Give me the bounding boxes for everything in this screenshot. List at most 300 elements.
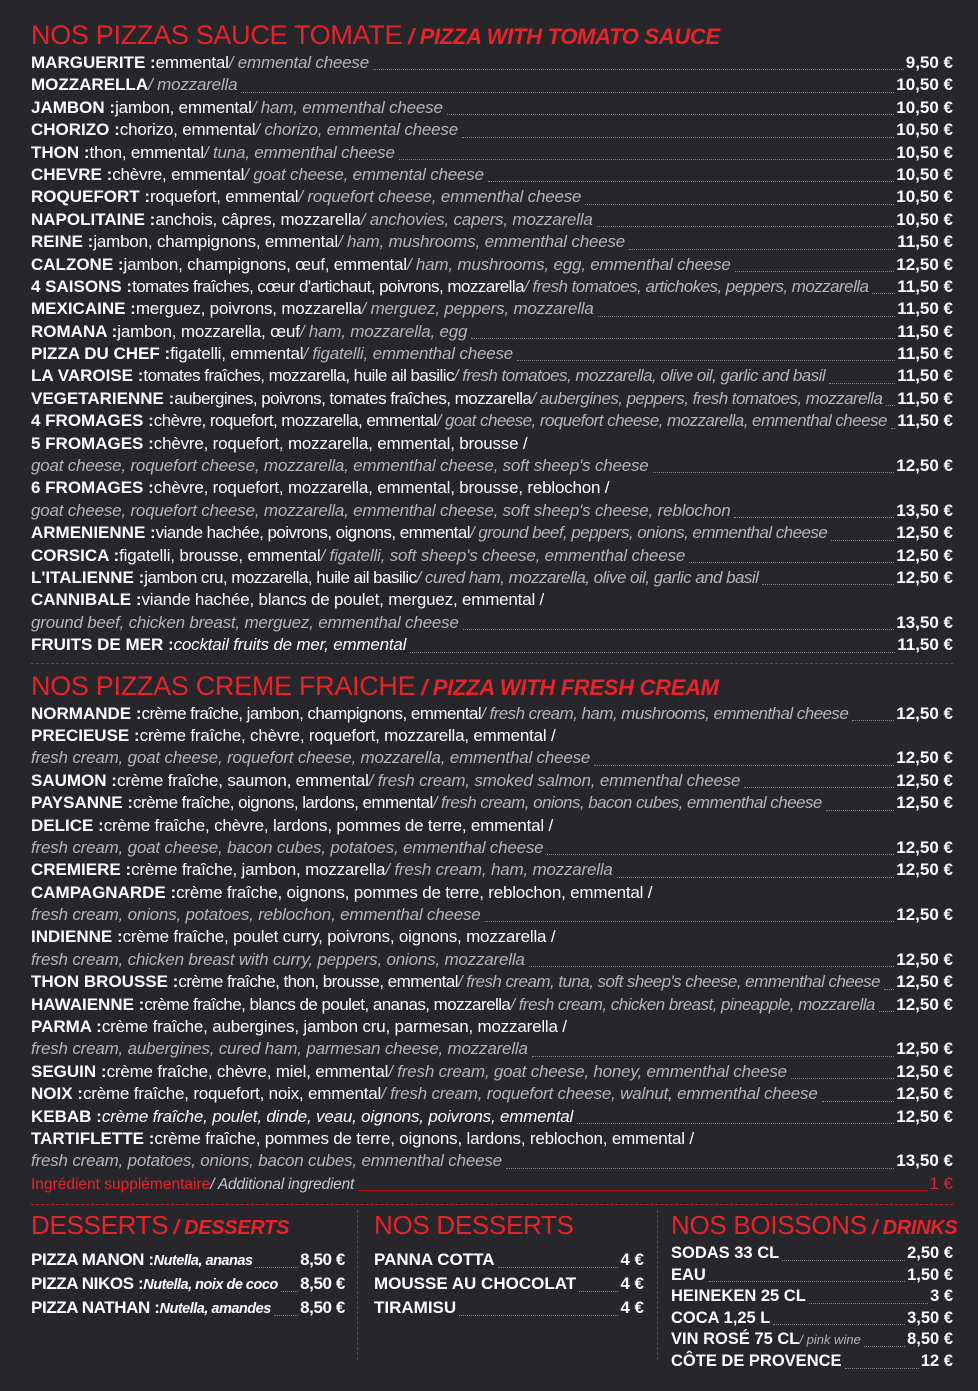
ingredients-fr: figatelli, brousse, emmental	[119, 545, 321, 565]
ingredients-en: / roquefort cheese, emmenthal cheese	[298, 187, 582, 207]
ingredients-fr: crème fraîche, roquefort, noix, emmental	[82, 1084, 382, 1104]
pizza-name: THON BROUSSE :	[31, 972, 179, 992]
leader-dots	[744, 782, 894, 788]
ingredients-fr: crème fraîche, chèvre, lardons, pommes de terre, emmental /	[103, 815, 554, 835]
ingredients-en: / fresh cream, ham, mushrooms, emmenthal cheese	[481, 703, 849, 723]
desserts-title-fr: DESSERTS	[31, 1210, 169, 1240]
ingredients-en: goat cheese, roquefort cheese, mozzarella, emmenthal cheese, soft sheep's cheese, reblochon	[31, 500, 731, 520]
menu-item-row	[374, 1248, 644, 1272]
ingredients-fr: crème fraîche, oignons, pommes de terre, reblochon, emmental /	[176, 882, 653, 902]
price: 11,50 €	[897, 276, 953, 296]
ingredients-en: / fresh cream, tuna, soft sheep's cheese, emmenthal cheese	[457, 972, 881, 992]
pizza-name: PIZZA DU CHEF :	[31, 344, 171, 364]
pizza-name: FRUITS DE MER :	[31, 635, 174, 655]
price: 12,50 €	[896, 1039, 953, 1059]
menu-item-row	[31, 254, 953, 276]
desserts-title	[31, 1208, 345, 1242]
menu-item-row	[31, 276, 953, 298]
menu-item-row	[31, 770, 953, 792]
price: 4 €	[620, 1250, 644, 1269]
price: 12,50 €	[896, 567, 953, 587]
leader-dots	[281, 1286, 298, 1292]
pizza-name: CALZONE :	[31, 254, 124, 274]
ingredients-en: / fresh tomatoes, mozzarella, olive oil, garlic and basil	[453, 366, 826, 386]
pizza-name: MARGUERITE :	[31, 53, 156, 72]
leader-dots	[773, 1319, 905, 1325]
drinks-title	[671, 1208, 958, 1242]
ingredients-en: / cured ham, mozzarella, olive oil, garlic and basil	[416, 567, 759, 587]
pizza-name: ROQUEFORT :	[31, 187, 150, 207]
price: 9,50 €	[905, 53, 953, 72]
price: 12,50 €	[896, 748, 953, 768]
pizza-name: TARTIFLETTE :	[31, 1128, 155, 1148]
menu-item-row	[31, 52, 953, 74]
price: 8,50 €	[907, 1330, 953, 1349]
price: 13,50 €	[896, 500, 953, 520]
menu-item-row	[31, 410, 953, 432]
leader-dots	[782, 1255, 905, 1261]
ingredients-fr: crème fraîche, jambon, mozzarella	[131, 860, 386, 880]
menu-item-row	[31, 343, 953, 365]
ingredients-en: / anchovies, capers, mozzarella	[360, 209, 593, 229]
pizza-name: PRECIEUSE :	[31, 725, 140, 745]
ingredients-en: fresh cream, onions, potatoes, reblochon, emmenthal cheese	[31, 905, 481, 925]
pizza-name: PARMA :	[31, 1017, 102, 1037]
ingredients-en: fresh cream, chicken breast with curry, peppers, onions, mozzarella	[31, 949, 525, 969]
price: 11,50 €	[897, 321, 953, 341]
nos-desserts-list	[374, 1248, 644, 1320]
menu-item-row	[31, 882, 953, 904]
leader-dots	[709, 1276, 905, 1282]
pizza-name: LA VAROISE :	[31, 366, 144, 386]
menu-item-row	[31, 634, 953, 656]
menu-item-row	[31, 926, 953, 948]
tomato-pizza-list	[31, 52, 953, 657]
ingredients-en: / ham, emmenthal cheese	[251, 97, 443, 117]
menu-item-row	[31, 164, 953, 186]
leader-dots	[829, 378, 895, 384]
pizza-name: L'ITALIENNE :	[31, 567, 145, 587]
ingredients-fr: chèvre, roquefort, mozzarella, emmental, brousse /	[153, 433, 528, 453]
ingredients-en: / fresh cream, onions, bacon cubes, emmenthal cheese	[432, 793, 822, 813]
menu-item-row	[31, 725, 953, 747]
pizza-name: ARMENIENNE :	[31, 523, 156, 543]
ingredients-fr: merguez, poivrons, mozzarella	[135, 299, 362, 319]
ingredients-fr: chèvre, emmental	[112, 164, 245, 184]
menu-main	[31, 18, 953, 1210]
ingredients-fr: aubergines, poivrons, tomates fraîches, mozzarella	[174, 388, 532, 408]
menu-item-row	[31, 703, 953, 725]
ingredients-en: fresh cream, goat cheese, bacon cubes, potatoes, emmenthal cheese	[31, 837, 544, 857]
menu-item-row	[31, 994, 953, 1016]
price: 11,50 €	[897, 411, 953, 431]
ingredients-en: / fresh cream, goat cheese, honey, emmenthal cheese	[388, 1061, 787, 1081]
pizza-name: CHORIZO :	[31, 120, 120, 140]
price: 12,50 €	[896, 456, 953, 476]
price: 12,50 €	[896, 994, 953, 1014]
ingredients-fr: thon, emmental	[89, 142, 204, 162]
item-name: COCA 1,25 L	[671, 1308, 771, 1327]
ingredients-en: / fresh cream, ham, mozzarella	[385, 860, 613, 880]
price: 10,50 €	[896, 75, 953, 95]
drinks-column	[671, 1208, 958, 1373]
leader-dots	[399, 154, 895, 160]
leader-dots	[762, 579, 894, 585]
menu-item-row	[671, 1286, 953, 1308]
price: 11,50 €	[897, 635, 953, 655]
price: 12,50 €	[896, 523, 953, 543]
menu-item-continuation	[31, 904, 953, 926]
leader-dots	[459, 1310, 618, 1316]
item-name: MOUSSE AU CHOCOLAT	[374, 1274, 577, 1293]
menu-item-row	[374, 1296, 644, 1320]
leader-dots	[488, 176, 894, 182]
tomato-title-fr: NOS PIZZAS SAUCE TOMATE	[31, 20, 403, 50]
menu-item-row	[31, 522, 953, 544]
menu-item-row	[31, 477, 953, 499]
menu-item-row	[31, 1106, 953, 1128]
leader-dots	[826, 805, 894, 811]
price: 12,50 €	[896, 254, 953, 274]
ingredients-fr: tomates fraîches, mozzarella, huile ail basilic	[143, 366, 454, 386]
menu-item-row	[671, 1265, 953, 1287]
price: 11,50 €	[897, 344, 953, 364]
price: 12,50 €	[896, 1106, 953, 1126]
price: 12,50 €	[896, 860, 953, 880]
item-ingredients: Nutella, ananas	[153, 1253, 253, 1269]
menu-item-row	[31, 1083, 953, 1105]
price: 11,50 €	[897, 388, 953, 408]
leader-dots	[358, 1185, 927, 1191]
price: 12,50 €	[896, 770, 953, 790]
menu-item-continuation	[31, 455, 953, 477]
item-ingredients: / pink wine	[799, 1332, 861, 1348]
ingredients-en: / goat cheese, roquefort cheese, mozzarella, emmenthal cheese	[436, 411, 887, 431]
menu-item-row	[31, 365, 953, 387]
ingredients-fr: anchois, câpres, mozzarella	[155, 209, 361, 229]
ingredients-fr: chèvre, roquefort, mozzarella, emmental	[153, 411, 437, 431]
menu-item-row	[31, 567, 953, 589]
pizza-name: MOZZARELLA	[31, 75, 149, 95]
ingredients-fr: tomates fraîches, cœur d'artichaut, poivrons, mozzarella	[132, 276, 525, 296]
leader-dots	[597, 221, 895, 227]
ingredients-fr: figatelli, emmental	[170, 344, 304, 364]
leader-dots	[579, 1286, 618, 1292]
price: 12,50 €	[896, 703, 953, 723]
price: 3,50 €	[907, 1308, 953, 1327]
ingredients-fr: crème fraîche, chèvre, miel, emmental	[106, 1061, 389, 1081]
nos-desserts-title: NOS DESSERTS	[374, 1210, 574, 1240]
menu-item-row	[31, 1296, 345, 1320]
extra-ingredient-en: / Additional ingredient	[210, 1175, 355, 1193]
menu-item-row	[31, 209, 953, 231]
price: 13,50 €	[896, 1151, 953, 1171]
price: 12,50 €	[896, 1061, 953, 1081]
ingredients-fr: chorizo, emmental	[119, 120, 256, 140]
ingredients-fr: crème fraîche, poulet, dinde, veau, oignons, poivrons, emmental	[101, 1106, 574, 1126]
ingredients-fr: emmental	[155, 53, 229, 72]
price: 10,50 €	[896, 164, 953, 184]
price: 12 €	[920, 1351, 953, 1370]
pizza-name: NAPOLITAINE :	[31, 209, 156, 229]
menu-item-row	[31, 859, 953, 881]
cream-pizza-list	[31, 703, 953, 1173]
menu-item-row	[31, 589, 953, 611]
leader-dots	[822, 1096, 895, 1102]
leader-dots	[735, 266, 895, 272]
ingredients-fr: crème fraîche, chèvre, roquefort, mozzarella, emmental /	[139, 725, 556, 745]
menu-item-row	[671, 1243, 953, 1265]
leader-dots	[598, 311, 896, 317]
price: 10,50 €	[896, 97, 953, 117]
menu-item-row	[671, 1329, 953, 1351]
menu-item-continuation	[31, 500, 953, 522]
price: 11,50 €	[897, 232, 953, 252]
cream-title-fr: NOS PIZZAS CREME FRAICHE	[31, 670, 416, 701]
leader-dots	[517, 355, 895, 361]
ingredients-fr: crème fraîche, poulet curry, poivrons, oignons, mozzarella /	[122, 927, 556, 947]
leader-dots	[373, 64, 904, 70]
ingredients-fr: jambon, champignons, emmental	[93, 232, 338, 252]
extra-ingredient-label: Ingrédient supplémentaire	[31, 1175, 211, 1193]
ingredients-fr: jambon, emmental	[115, 97, 252, 117]
item-name: VIN ROSÉ 75 CL	[671, 1330, 800, 1349]
ingredients-en: / tuna, emmenthal cheese	[203, 142, 395, 162]
leader-dots	[852, 715, 894, 721]
price: 10,50 €	[896, 187, 953, 207]
menu-item-row	[374, 1272, 644, 1296]
ingredients-fr: roquefort, emmental	[150, 187, 299, 207]
pizza-name: PAYSANNE :	[31, 793, 134, 813]
leader-dots	[447, 109, 895, 115]
menu-item-row	[31, 1061, 953, 1083]
leader-dots	[809, 1298, 928, 1304]
menu-item-row	[31, 298, 953, 320]
pizza-name: 4 SAISONS :	[31, 276, 133, 296]
menu-item-row	[31, 74, 953, 96]
ingredients-en: / fresh cream, smoked salmon, emmenthal cheese	[368, 770, 741, 790]
item-ingredients: Nutella, noix de coco	[143, 1277, 278, 1293]
price: 12,50 €	[896, 545, 953, 565]
pizza-name: CANNIBALE :	[31, 590, 142, 610]
pizza-name: 4 FROMAGES :	[31, 411, 154, 431]
extra-ingredient-price: 1 €	[929, 1173, 953, 1193]
ingredients-en: / ham, mushrooms, egg, emmenthal cheese	[406, 254, 731, 274]
ingredients-en: / aubergines, peppers, fresh tomatoes, mozzarella	[531, 388, 883, 408]
leader-dots	[653, 467, 895, 473]
menu-item-row	[31, 815, 953, 837]
title-separator: /	[402, 24, 420, 49]
leader-dots	[462, 132, 894, 138]
leader-dots	[734, 512, 894, 518]
menu-item-row	[31, 119, 953, 141]
leader-dots	[886, 400, 895, 406]
ingredients-en: / ham, mushrooms, emmenthal cheese	[337, 232, 626, 252]
menu-item-row	[31, 1248, 345, 1272]
leader-dots	[791, 1073, 894, 1079]
menu-item-continuation	[31, 747, 953, 769]
menu-item-row	[31, 142, 953, 164]
leader-dots	[872, 288, 895, 294]
extra-ingredient-row	[31, 1173, 953, 1195]
cream-section-title	[31, 669, 953, 703]
column-divider	[357, 1210, 358, 1360]
leader-dots	[463, 624, 895, 630]
price: 11,50 €	[897, 299, 953, 319]
ingredients-en: / fresh tomatoes, artichokes, peppers, mozzarella	[524, 276, 869, 296]
ingredients-en: / merguez, peppers, mozzarella	[361, 299, 594, 319]
item-name: CÔTE DE PROVENCE	[671, 1351, 842, 1370]
price: 12,50 €	[896, 1084, 953, 1104]
leader-dots	[241, 87, 894, 93]
ingredients-fr: viande hachée, blancs de poulet, merguez, emmental /	[141, 590, 545, 610]
menu-item-row	[31, 321, 953, 343]
menu-item-row	[31, 186, 953, 208]
ingredients-en: / ground beef, peppers, onions, emmenthal cheese	[469, 523, 828, 543]
price: 2,50 €	[907, 1244, 953, 1262]
ingredients-en: / fresh cream, chicken breast, pineapple, mozzarella	[510, 994, 875, 1014]
leader-dots	[879, 1006, 894, 1012]
menu-item-row	[31, 545, 953, 567]
ingredients-en: / chorizo, emmental cheese	[255, 120, 458, 140]
ingredients-fr: chèvre, roquefort, mozzarella, emmental, brousse, reblochon /	[153, 478, 610, 498]
leader-dots	[274, 1310, 298, 1316]
item-name: PIZZA MANON :	[31, 1250, 154, 1269]
pizza-name: ROMANA :	[31, 321, 118, 341]
title-separator: /	[866, 1217, 883, 1239]
leader-dots	[689, 557, 894, 563]
pizza-name: HAWAIENNE :	[31, 994, 145, 1014]
pizza-name: CREMIERE :	[31, 860, 132, 880]
menu-item-row	[31, 97, 953, 119]
item-name: SODAS 33 CL	[671, 1244, 780, 1262]
leader-dots	[891, 423, 895, 429]
leader-dots	[884, 984, 894, 990]
cream-title-en: PIZZA WITH FRESH CREAM	[432, 674, 719, 700]
price: 8,50 €	[300, 1298, 345, 1317]
item-ingredients: Nutella, amandes	[159, 1301, 271, 1317]
item-name: PIZZA NIKOS :	[31, 1274, 144, 1293]
menu-item-row	[31, 388, 953, 410]
section-divider	[31, 663, 953, 664]
price: 8,50 €	[300, 1250, 345, 1269]
pizza-name: SEGUIN :	[31, 1061, 107, 1081]
item-name: EAU	[671, 1265, 706, 1284]
price: 4 €	[620, 1298, 644, 1317]
price: 10,50 €	[896, 142, 953, 162]
ingredients-fr: jambon cru, mozzarella, huile ail basilic	[144, 567, 417, 587]
section-divider	[31, 1204, 953, 1205]
title-separator: /	[168, 1217, 185, 1239]
leader-dots	[629, 244, 895, 250]
item-name: TIRAMISU	[374, 1298, 457, 1317]
pizza-name: NORMANDE :	[31, 703, 142, 723]
leader-dots	[410, 647, 895, 653]
price: 13,50 €	[896, 612, 953, 632]
menu-item-row	[671, 1308, 953, 1330]
ingredients-en: fresh cream, goat cheese, roquefort cheese, mozzarella, emmenthal cheese	[31, 748, 591, 768]
ingredients-fr: crème fraîche, oignons, lardons, emmental	[133, 793, 433, 813]
leader-dots	[485, 916, 895, 922]
ingredients-fr: crème fraîche, aubergines, jambon cru, parmesan, mozzarella /	[101, 1017, 567, 1037]
price: 12,50 €	[896, 972, 953, 992]
price: 11,50 €	[897, 366, 953, 386]
nos-desserts-column	[374, 1208, 644, 1320]
pizza-name: SAUMON :	[31, 770, 117, 790]
ingredients-en: ground beef, chicken breast, merguez, emmenthal cheese	[31, 612, 459, 632]
price: 1,50 €	[907, 1265, 953, 1284]
ingredients-en: / goat cheese, emmental cheese	[244, 164, 484, 184]
ingredients-en: / figatelli, emmenthal cheese	[303, 344, 514, 364]
menu-item-row	[31, 971, 953, 993]
price: 3 €	[930, 1287, 953, 1306]
pizza-name: 6 FROMAGES :	[31, 478, 154, 498]
ingredients-fr: cocktail fruits de mer, emmental	[173, 635, 407, 655]
ingredients-fr: viande hachée, poivrons, oignons, emmental	[155, 523, 470, 543]
pizza-name: CAMPAGNARDE :	[31, 882, 177, 902]
leader-dots	[529, 961, 895, 967]
drinks-list	[671, 1243, 953, 1373]
pizza-name: VEGETARIENNE :	[31, 388, 175, 408]
price: 4 €	[620, 1274, 644, 1293]
menu-item-row	[671, 1351, 953, 1373]
item-name: PIZZA NATHAN :	[31, 1298, 160, 1317]
ingredients-fr: crème fraîche, saumon, emmental	[116, 770, 369, 790]
price: 12,50 €	[896, 949, 953, 969]
price: 12,50 €	[896, 905, 953, 925]
desserts-column	[31, 1208, 345, 1320]
leader-dots	[594, 760, 894, 766]
menu-item-row	[31, 433, 953, 455]
price: 12,50 €	[896, 793, 953, 813]
pizza-name: REINE :	[31, 232, 94, 252]
leader-dots	[585, 199, 894, 205]
pizza-name: INDIENNE :	[31, 927, 123, 947]
leader-dots	[845, 1363, 919, 1369]
desserts-title-en: DESSERTS	[184, 1217, 290, 1239]
ingredients-fr: jambon, mozzarella, œuf	[117, 321, 300, 341]
pizza-name: DELICE :	[31, 815, 104, 835]
pizza-name: JAMBON :	[31, 97, 116, 117]
menu-item-row	[31, 1272, 345, 1296]
ingredients-en: fresh cream, aubergines, cured ham, parmesan cheese, mozzarella	[31, 1039, 528, 1059]
menu-item-row	[31, 792, 953, 814]
dessert-pizza-list	[31, 1248, 345, 1320]
pizza-name: MEXICAINE :	[31, 299, 136, 319]
ingredients-fr: crème fraîche, thon, brousse, emmental	[178, 972, 458, 992]
ingredients-en: / ham, mozzarella, egg	[299, 321, 468, 341]
ingredients-fr: crème fraîche, blancs de poulet, ananas, mozzarella	[144, 994, 511, 1014]
ingredients-fr: crème fraîche, pommes de terre, oignons, lardons, reblochon, emmental /	[154, 1128, 694, 1148]
leader-dots	[506, 1163, 894, 1169]
leader-dots	[255, 1262, 298, 1268]
ingredients-en: fresh cream, potatoes, onions, bacon cubes, emmenthal cheese	[31, 1151, 502, 1171]
price: 10,50 €	[896, 120, 953, 140]
menu-item-row	[31, 1128, 953, 1150]
menu-item-row	[31, 231, 953, 253]
price: 8,50 €	[300, 1274, 345, 1293]
ingredients-en: / figatelli, soft sheep's cheese, emmenthal cheese	[320, 545, 686, 565]
tomato-section-title	[31, 18, 953, 52]
price: 12,50 €	[896, 837, 953, 857]
menu-item-continuation	[31, 1038, 953, 1060]
ingredients-en: goat cheese, roquefort cheese, mozzarella, emmenthal cheese, soft sheep's cheese	[31, 456, 649, 476]
menu-item-continuation	[31, 612, 953, 634]
ingredients-en: / mozzarella	[148, 75, 238, 95]
menu-item-continuation	[31, 949, 953, 971]
menu-item-row	[31, 1016, 953, 1038]
item-name: HEINEKEN 25 CL	[671, 1287, 806, 1306]
